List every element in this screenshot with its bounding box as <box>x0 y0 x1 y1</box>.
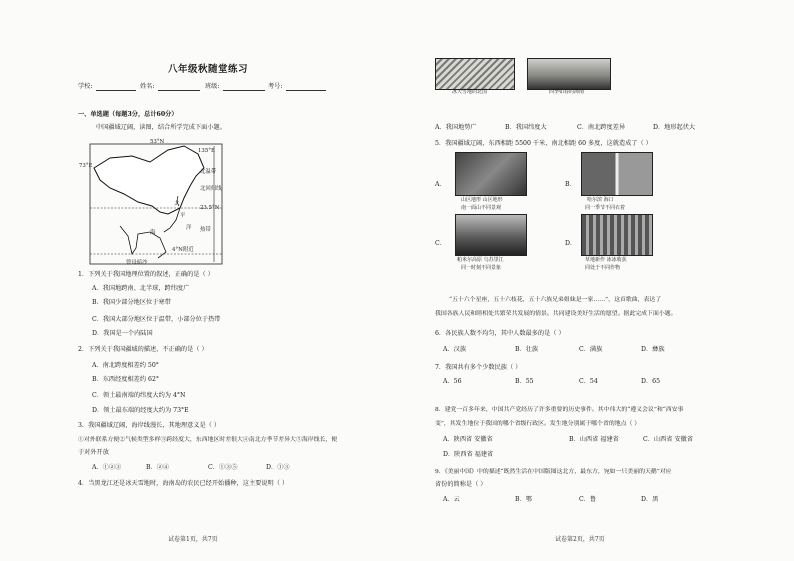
name-blank[interactable] <box>158 90 200 91</box>
q7-stem: 7．我国共有多个少数民族（ ） <box>435 364 522 371</box>
q5-stem: 5．我国疆域辽阔，东西相距 5500 千米，南北相距 60 多度，这就造成了（ ） <box>435 140 652 147</box>
q8-option-a[interactable]: A．陕西省 安徽省 <box>443 436 493 443</box>
q5-caption-a2: 南一面山不同景观 <box>461 205 502 211</box>
name-label: 姓名: <box>140 83 155 90</box>
school-label: 学校: <box>78 83 93 90</box>
map-label-73e: 73°E <box>79 163 93 169</box>
q5-caption-b2: 同一季节不同衣着 <box>585 205 626 211</box>
q5-caption-b1: 哈尔滨 海口 <box>587 197 614 203</box>
section-heading: 一、单选题（每题3分，总计60分） <box>78 111 178 118</box>
palm-photo <box>527 58 611 90</box>
map-label-23n: 23.5°N <box>200 205 220 211</box>
q2-option-a[interactable]: A．南北跨度相差约 50° <box>92 362 159 369</box>
q8-option-b[interactable]: B．山西省 福建省 <box>569 436 619 443</box>
q3-statements-cont: 于对外开放 <box>78 449 109 456</box>
q2-option-d[interactable]: D．领土最东端的经度大约为 73°E <box>92 407 189 414</box>
q9-stem-cont: 省份的简称是（ ） <box>435 481 487 488</box>
q5-photo-d <box>581 214 653 256</box>
q6-option-c[interactable]: C．满族 <box>579 346 603 353</box>
q3-stem: 3．我国疆域辽阔，海岸线漫长，其地理意义是（ ） <box>78 422 221 429</box>
class-blank[interactable] <box>223 90 265 91</box>
page-title: 八年级秋随堂练习 <box>168 64 249 75</box>
map-label-north-temperate: 北温带 <box>200 169 217 175</box>
q7-option-d[interactable]: D．65 <box>641 378 661 385</box>
passage-line-2: 我国各族人民和睦相处共繁荣共发展的情景。共同建设美好生活的愿望。据此完成下面小题。 <box>435 311 677 317</box>
examno-label: 考号: <box>268 83 283 90</box>
q5-photo-b <box>581 152 653 196</box>
right-page <box>397 0 794 561</box>
q9-option-a[interactable]: A．云 <box>443 496 460 503</box>
map-label-ping: 平 <box>180 213 186 219</box>
q3-statements: ①对外联系方便②气候类型多样③跨经度大，东西地区时差很大④南北方季节差异大⑤海岸线长，便 <box>78 437 338 443</box>
page-footer: 试卷第1页，共7页 <box>168 536 218 543</box>
q5-option-c[interactable]: C． <box>435 240 446 247</box>
q7-option-b[interactable]: B．55 <box>515 378 534 385</box>
q3-option-b[interactable]: B．②④ <box>146 464 170 471</box>
q9-option-b[interactable]: B．鄂 <box>515 496 532 503</box>
q5-photo-c <box>455 214 527 256</box>
school-blank[interactable] <box>96 90 136 91</box>
q4-stem: 4．当黑龙江还是冰天雪地时，海南岛的农民已经开始播种，这主要说明（ ） <box>78 480 289 487</box>
q5-caption-d1: 草地新作 冰冰收获 <box>585 257 627 263</box>
intro-text: 中国疆域辽阔，读图，结合所学完成下面小题。 <box>96 124 226 131</box>
q9-stem: 9．《美丽中国》中的描述“既然生活在中国版图这北方，最东方，宛如一只美丽的天鹅”对应 <box>435 469 672 475</box>
q2-option-b[interactable]: B．东西经度相差约 62° <box>92 376 159 383</box>
map-label-arctic: 北回归线 <box>200 186 222 192</box>
q3-option-a[interactable]: A．①②③ <box>92 464 122 471</box>
q5-photo-a <box>455 152 527 196</box>
q5-caption-c2: 同一时刻不同景象 <box>461 265 502 271</box>
map-label-53n: 53°N <box>150 139 165 145</box>
q5-option-a[interactable]: A． <box>435 181 446 188</box>
q8-option-d[interactable]: D．陕西省 福建省 <box>443 451 494 458</box>
q1-stem: 1．下列关于我国地理位置的叙述，正确的是（ ） <box>78 271 214 278</box>
q8-stem-cont: 变”，其发生地位于我国的哪个省级行政区。发生地分别属于哪个省的地点（ ） <box>435 421 641 427</box>
passage-line-1: “五十六个星座，五十六枝花，五十六族兄弟姐妹是一家……”，这首歌曲，表达了 <box>449 297 662 303</box>
map-label-135e: 135°E <box>198 148 215 154</box>
q6-option-b[interactable]: B．壮族 <box>515 346 539 353</box>
q4-option-a[interactable]: A．我国地势广 <box>435 124 477 131</box>
q8-stem: 8．建党一百多年来，中国共产党经历了许多重要的历史事件。其中伟大的“遵义会议”和“西安事 <box>435 407 684 413</box>
snow-photo <box>435 58 515 90</box>
map-label-tropic: 热带 <box>200 227 211 233</box>
examno-blank[interactable] <box>286 90 326 91</box>
q1-option-a[interactable]: A．我国地跨南、北半球，跨纬度广 <box>92 285 190 292</box>
q5-option-b[interactable]: B． <box>565 181 576 188</box>
q7-option-a[interactable]: A．56 <box>443 378 462 385</box>
q4-option-b[interactable]: B．我国纬度大 <box>505 124 547 131</box>
map-label-hai: 海 <box>150 230 156 236</box>
q4-option-d[interactable]: D．地形起伏大 <box>653 124 696 131</box>
q3-option-c[interactable]: C．①③⑤ <box>208 464 238 471</box>
snow-photo-caption: 冰天雪地的北国 <box>452 89 488 95</box>
q5-caption-c1: 帕米尔高原 乌苏里江 <box>457 257 504 263</box>
q2-stem: 2．下列关于我国疆域的描述，不正确的是（ ） <box>78 346 208 353</box>
map-label-tai: 太 <box>174 201 180 207</box>
q1-option-c[interactable]: C．我国大部分地区位于温带，小部分位于热带 <box>92 316 221 323</box>
q2-option-c[interactable]: C．领土最南端的纬度大约为 4°N <box>92 392 186 399</box>
class-label: 班级: <box>205 83 220 90</box>
page-footer: 试卷第2页，共7页 <box>555 536 605 543</box>
map-label-yang: 洋 <box>186 225 192 231</box>
q6-option-a[interactable]: A．汉族 <box>443 346 467 353</box>
map-label-4n: 4°N附近 <box>172 247 194 253</box>
q9-option-c[interactable]: C．鲁 <box>579 496 597 503</box>
palm-photo-caption: 四季如春的海南 <box>549 89 585 95</box>
q5-option-d[interactable]: D． <box>565 240 577 247</box>
q6-stem: 6．各民族人数不均匀，其中人数最多的是（ ） <box>435 330 565 337</box>
q6-option-d[interactable]: D．彝族 <box>641 346 665 353</box>
q4-option-c[interactable]: C．南北跨度差异 <box>577 124 626 131</box>
q1-option-d[interactable]: D．我国是一个内陆国 <box>92 330 153 337</box>
q5-caption-a1: 山区地形 山区地形 <box>461 197 503 203</box>
china-map <box>80 136 240 268</box>
q1-option-b[interactable]: B．我国少部分地区位于寒带 <box>92 299 171 306</box>
q9-option-d[interactable]: D．黑 <box>641 496 659 503</box>
q8-option-c[interactable]: C．山西省 安徽省 <box>643 436 694 443</box>
q5-caption-d2: 同处于不同作物 <box>585 265 621 271</box>
q7-option-c[interactable]: C．54 <box>579 378 598 385</box>
map-label-zengmu: 曾母暗沙 <box>126 260 148 266</box>
q3-option-d[interactable]: D．①③ <box>266 464 290 471</box>
